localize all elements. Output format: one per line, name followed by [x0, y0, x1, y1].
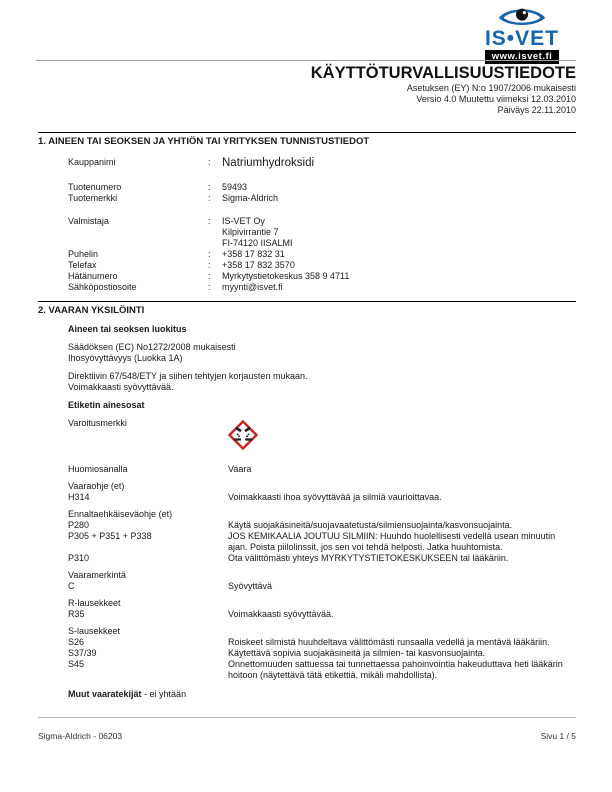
- kauppanimi-row: [38, 157, 576, 170]
- luokitus-class-line: Ihosyövyttävyys (Luokka 1A): [68, 353, 183, 363]
- ghs05-corrosion-icon: [228, 418, 576, 457]
- s45-text: Onnettomuuden sattuessa tai tunnettaessa pahoinvointia hakeuduttava heti lääkärin hoitoon (näytettävä tätä etikettiä, mikäli mahdollista).: [228, 659, 563, 680]
- etiketti-heading: Etiketin ainesosat: [68, 400, 145, 410]
- valmistaja-street: Kilpivirrantie 7: [222, 227, 279, 237]
- tuotemerkki-value: Sigma-Aldrich: [222, 193, 279, 203]
- tuotemerkki-row: [38, 193, 576, 204]
- website-text: www.isvet.fi: [485, 50, 560, 64]
- p280-code: P280: [68, 520, 90, 530]
- r35-text: Voimakkaasti syövyttävää.: [228, 609, 334, 619]
- c-row: [38, 581, 576, 592]
- hatanumero-row: [38, 271, 576, 282]
- puhelin-row: [38, 249, 576, 260]
- c-code: C: [68, 581, 75, 591]
- luokitus-directive-line: Direktiivin 67/548/ETY ja siihen tehtyjen korjausten mukaan.: [68, 371, 308, 381]
- kauppanimi-label: Kauppanimi: [68, 157, 116, 167]
- r35-code: R35: [68, 609, 85, 619]
- colon: :: [208, 271, 211, 281]
- c-text: Syövyttävä: [228, 581, 273, 591]
- page-footer: [38, 717, 576, 742]
- colon: :: [208, 260, 211, 270]
- telefax-row: [38, 260, 576, 271]
- sahkoposti-label: Sähköpostiosoite: [68, 282, 137, 292]
- varoitusmerkki-row: [38, 418, 576, 457]
- vaaramerkinta-label: Vaaramerkintä: [68, 570, 126, 580]
- footer-page-number: Sivu 1 / 5: [540, 731, 576, 741]
- p310-code: P310: [68, 553, 90, 563]
- s45-code: S45: [68, 659, 85, 669]
- colon: :: [208, 157, 211, 167]
- brand-wordmark: IS•VET: [484, 27, 560, 50]
- s3739-text: Käytettävä sopivia suojakäsineitä ja silmien- tai kasvonsuojainta.: [228, 648, 486, 658]
- hatanumero-label: Hätänumero: [68, 271, 118, 281]
- valmistaja-city: FI-74120 IISALMI: [222, 238, 293, 248]
- p305-code: P305 + P351 + P338: [68, 531, 152, 541]
- document-title: KÄYTTÖTURVALLISUUSTIEDOTE: [310, 64, 576, 82]
- tuotenumero-row: [38, 182, 576, 193]
- s26-text: Roiskeet silmistä huuhdeltava välittömästi runsaalla vedellä ja mentävä lääkäriin.: [228, 637, 550, 647]
- document-body: [38, 132, 576, 700]
- vaaraohje-label: Vaaraohje (et): [68, 481, 125, 491]
- tuotenumero-value: 59493: [222, 182, 248, 192]
- p280-row: [38, 520, 576, 531]
- colon: :: [208, 282, 211, 292]
- puhelin-label: Puhelin: [68, 249, 99, 259]
- p305-text: JOS KEMIKAALIA JOUTUU SILMIIN: Huuhdo huolellisesti vedellä usean minuutin ajan. Poista piilolinssit, jos sen voi tehdä helposti. Jatka huuhtomista.: [228, 531, 556, 552]
- huomiosana-row: [38, 464, 576, 475]
- telefax-value: +358 17 832 3570: [222, 260, 295, 270]
- s3739-code: S37/39: [68, 648, 97, 658]
- document-subtitle-version: Versio 4.0 Muutettu viimeksi 12.03.2010: [416, 94, 576, 104]
- h314-row: [38, 492, 576, 503]
- r-lausekkeet-label: R-lausekkeet: [68, 598, 121, 608]
- s26-code: S26: [68, 637, 85, 647]
- telefax-label: Telefax: [68, 260, 97, 270]
- isvet-logo: [452, 5, 592, 64]
- colon: :: [208, 249, 211, 259]
- varoitusmerkki-label: Varoitusmerkki: [68, 418, 127, 428]
- p310-text: Ota välittömästi yhteys MYRKYTYSTIETOKESKUKSEEN tai lääkäriin.: [228, 553, 509, 563]
- colon: :: [208, 182, 211, 192]
- s26-row: [38, 637, 576, 648]
- h314-code: H314: [68, 492, 90, 502]
- p310-row: [38, 553, 576, 564]
- r35-row: [38, 609, 576, 620]
- p280-text: Käytä suojakäsineitä/suojavaatetusta/silmiensuojainta/kasvonsuojainta.: [228, 520, 513, 530]
- huomiosana-label: Huomiosanalla: [68, 464, 128, 474]
- muut-vaaratekijat-row: [38, 689, 576, 700]
- valmistaja-label: Valmistaja: [68, 216, 109, 226]
- document-subtitle-regulation: Asetuksen (EY) N:o 1907/2006 mukaisesti: [406, 83, 576, 93]
- s-lausekkeet-label: S-lausekkeet: [68, 626, 121, 636]
- puhelin-value: +358 17 832 31: [222, 249, 285, 259]
- ennalta-label: Ennaltaehkäiseväohje (et): [68, 509, 173, 519]
- eye-icon: [452, 5, 592, 29]
- valmistaja-row: [38, 216, 576, 249]
- header-divider: [36, 60, 576, 61]
- luokitus-corrosive-line: Voimakkaasti syövyttävää.: [68, 382, 174, 392]
- colon: :: [208, 193, 211, 203]
- muut-vaaratekijat-label: Muut vaaratekijät: [68, 689, 142, 699]
- tuotenumero-label: Tuotenumero: [68, 182, 122, 192]
- kauppanimi-value: Natriumhydroksidi: [222, 157, 315, 169]
- s3739-row: [38, 648, 576, 659]
- colon: :: [208, 216, 211, 226]
- sahkoposti-row: [38, 282, 576, 293]
- title-block: [311, 63, 576, 116]
- huomiosana-value: Vaara: [228, 464, 252, 474]
- section-2-title: 2. VAARAN YKSILÖINTI: [38, 305, 145, 316]
- hatanumero-value: Myrkytystietokeskus 358 9 4711: [222, 271, 350, 281]
- sahkoposti-value: myynti@isvet.fi: [222, 282, 283, 292]
- valmistaja-address: [222, 216, 576, 249]
- muut-vaaratekijat-value: - ei yhtään: [144, 689, 187, 699]
- section-1-title: 1. AINEEN TAI SEOKSEN JA YHTIÖN TAI YRITYKSEN TUNNISTUSTIEDOT: [38, 136, 370, 147]
- h314-text: Voimakkaasti ihoa syövyttävää ja silmiä vaurioittavaa.: [228, 492, 442, 502]
- document-subtitle-date: Päiväys 22.11.2010: [497, 105, 576, 115]
- footer-product-ref: Sigma-Aldrich - 06203: [38, 731, 123, 741]
- luokitus-clp-line: Säädöksen (EC) No1272/2008 mukaisesti: [68, 342, 236, 352]
- luokitus-heading: Aineen tai seoksen luokitus: [68, 324, 187, 334]
- p305-row: [38, 531, 576, 553]
- s45-row: [38, 659, 576, 681]
- valmistaja-name: IS-VET Oy: [222, 216, 265, 226]
- tuotemerkki-label: Tuotemerkki: [68, 193, 118, 203]
